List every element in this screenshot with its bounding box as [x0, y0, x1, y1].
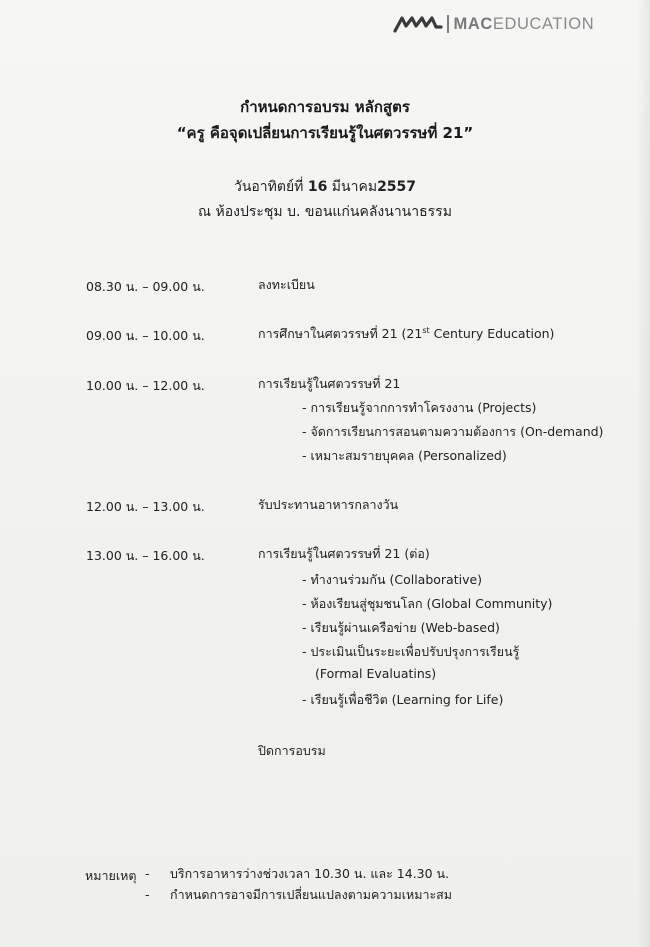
- note-item: บริการอาหารว่างช่วงเวลา 10.30 น. และ 14.30 น.: [170, 866, 450, 881]
- schedule-subitem: - เรียนรู้ผ่านเครือข่าย (Web-based): [302, 620, 500, 635]
- event-date: [0, 176, 650, 198]
- doc-title-line1: กำหนดการอบรม หลักสูตร: [240, 98, 410, 116]
- activity-superscript: st: [422, 326, 430, 335]
- notes-dash: -: [145, 887, 150, 902]
- date-prefix: วันอาทิตย์ที่: [233, 179, 308, 195]
- schedule-subitem: - เหมาะสมรายบุคคล (Personalized): [302, 448, 507, 463]
- notes-label: หมายเหตุ: [85, 868, 137, 883]
- schedule-subitem: - เรียนรู้เพื่อชีวิต (Learning for Life): [302, 692, 504, 707]
- brand-light-text: EDUCATION: [492, 14, 595, 33]
- schedule-subitem: - การเรียนรู้จากการทำโครงงาน (Projects): [302, 400, 537, 415]
- schedule-activity: การเรียนรู้ในศตวรรษที่ 21: [258, 376, 401, 391]
- brand-bold-text: MAC: [453, 14, 493, 33]
- schedule-time: 09.00 น. – 10.00 น.: [86, 328, 205, 343]
- schedule-closing: ปิดการอบรม: [258, 743, 326, 758]
- date-day: 16: [307, 179, 328, 195]
- schedule-time: 13.00 น. – 16.00 น.: [86, 548, 205, 563]
- schedule-activity: [258, 324, 554, 344]
- logo-divider: [447, 15, 449, 33]
- schedule-activity: ลงทะเบียน: [258, 277, 315, 292]
- schedule-time: 12.00 น. – 13.00 น.: [86, 499, 205, 514]
- schedule-time: 10.00 น. – 12.00 น.: [86, 378, 205, 393]
- schedule-time: 08.30 น. – 09.00 น.: [86, 279, 205, 294]
- schedule-subitem: - ทำงานร่วมกัน (Collaborative): [302, 572, 483, 587]
- event-venue: ณ ห้องประชุม บ. ขอนแก่นคลังนานาธรรม: [198, 204, 452, 220]
- date-year: 2557: [377, 179, 417, 195]
- activity-text: การศึกษาในศตวรรษที่ 21 (21: [258, 326, 423, 341]
- brand-wordmark: [454, 16, 595, 33]
- schedule-subitem: - ประเมินเป็นระยะเพื่อปรับปรุงการเรียนรู้: [302, 644, 520, 659]
- schedule-subitem: - ห้องเรียนสู่ชุมชนโลก (Global Community): [302, 596, 553, 611]
- note-item: กำหนดการอาจมีการเปลี่ยนแปลงตามความเหมาะสม: [170, 887, 453, 902]
- notes-dash: -: [145, 866, 150, 881]
- brand-logo: [393, 13, 594, 35]
- doc-title-line2: “ครู คือจุดเปลี่ยนการเรียนรู้ในศตวรรษที่ 21”: [176, 124, 474, 142]
- schedule-activity: รับประทานอาหารกลางวัน: [258, 497, 399, 512]
- activity-text-cont: Century Education): [429, 326, 555, 341]
- schedule-activity: การเรียนรู้ในศตวรรษที่ 21 (ต่อ): [258, 546, 430, 561]
- schedule-subitem-continuation: (Formal Evaluatins): [315, 666, 437, 681]
- date-month: มีนาคม: [327, 179, 378, 195]
- mac-wave-logo-icon: [393, 14, 443, 34]
- schedule-subitem: - จัดการเรียนการสอนตามความต้องการ (On-demand): [302, 424, 604, 439]
